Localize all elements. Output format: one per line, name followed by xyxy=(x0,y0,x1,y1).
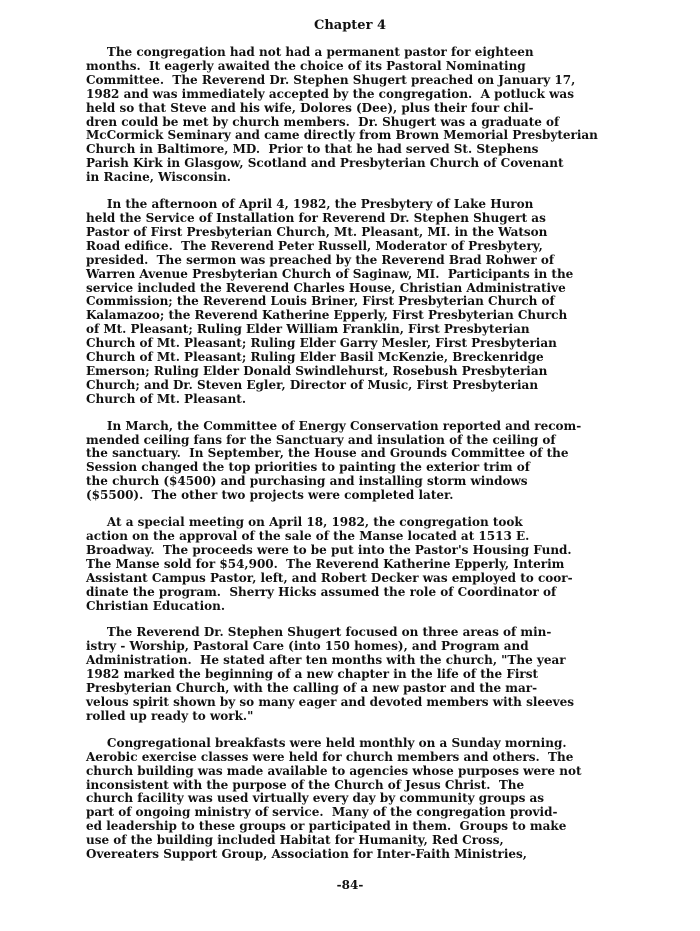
text-line: Church of Mt. Pleasant; Ruling Elder Garry Mesler, First Presbyterian xyxy=(86,336,557,351)
text-line: velous spirit shown by so many eager and devoted members with sleeves xyxy=(86,694,575,709)
document-body xyxy=(86,46,636,875)
text-line: held so that Steve and his wife, Dolores (Dee), plus their four chil- xyxy=(86,100,534,115)
text-line: At a special meeting on April 18, 1982, the congregation took xyxy=(86,515,523,530)
text-line: The Manse sold for $54,900. The Reverend Katherine Epperly, Interim xyxy=(86,556,565,571)
text-line: use of the building included Habitat for Humanity, Red Cross, xyxy=(86,833,504,848)
text-line: Committee. The Reverend Dr. Stephen Shugert preached on January 17, xyxy=(86,72,576,87)
text-line: Administration. He stated after ten months with the church, "The year xyxy=(86,653,566,668)
text-line: Commission; the Reverend Louis Briner, First Presbyterian Church of xyxy=(86,294,555,309)
text-line: Christian Education. xyxy=(86,598,226,613)
text-line: the church ($4500) and purchasing and installing storm windows xyxy=(86,474,528,489)
text-line: The Reverend Dr. Stephen Shugert focused on three areas of min- xyxy=(86,625,552,640)
text-line: months. It eagerly awaited the choice of its Pastoral Nominating xyxy=(86,58,526,73)
paragraph xyxy=(86,626,636,723)
text-line: In March, the Committee of Energy Conservation reported and recom- xyxy=(86,418,582,433)
text-line: service included the Reverend Charles House, Christian Administrative xyxy=(86,280,566,295)
paragraph xyxy=(86,420,636,503)
text-line: church building was made available to agencies whose purposes were not xyxy=(86,763,582,778)
text-line: Church in Baltimore, MD. Prior to that he had served St. Stephens xyxy=(86,142,539,157)
text-line: Broadway. The proceeds were to be put into the Pastor's Housing Fund. xyxy=(86,542,572,557)
text-line: Session changed the top priorities to painting the exterior trim of xyxy=(86,460,530,475)
text-line: Congregational breakfasts were held monthly on a Sunday morning. xyxy=(86,735,567,750)
text-line: Emerson; Ruling Elder Donald Swindlehurst, Rosebush Presbyterian xyxy=(86,363,548,378)
text-line: 1982 marked the beginning of a new chapter in the life of the First xyxy=(86,667,539,682)
paragraph xyxy=(86,516,636,613)
text-line: Church of Mt. Pleasant; Ruling Elder Basil McKenzie, Breckenridge xyxy=(86,350,544,365)
text-line: Aerobic exercise classes were held for church members and others. The xyxy=(86,749,574,764)
text-line: 1982 and was immediately accepted by the congregation. A potluck was xyxy=(86,86,574,101)
text-line: Overeaters Support Group, Association for Inter-Faith Ministries, xyxy=(86,847,527,862)
text-line: Warren Avenue Presbyterian Church of Saginaw, MI. Participants in the xyxy=(86,266,574,281)
chapter-title: Chapter 4 xyxy=(313,18,386,33)
paragraph xyxy=(86,46,636,185)
text-line: church facility was used virtually every day by community groups as xyxy=(86,791,545,806)
text-line: part of ongoing ministry of service. Many of the congregation provid- xyxy=(86,805,558,820)
text-line: action on the approval of the sale of the Manse located at 1513 E. xyxy=(86,529,530,543)
text-line: Presbyterian Church, with the calling of a new pastor and the mar- xyxy=(86,681,538,696)
text-line: Parish Kirk in Glasgow, Scotland and Presbyterian Church of Covenant xyxy=(86,156,564,171)
text-line: istry - Worship, Pastoral Care (into 150 homes), and Program and xyxy=(86,639,529,654)
text-line: the sanctuary. In September, the House and Grounds Committee of the xyxy=(86,446,569,461)
text-line: Church; and Dr. Steven Egler, Director of Music, First Presbyterian xyxy=(86,377,539,392)
text-line: McCormick Seminary and came directly from Brown Memorial Presbyterian xyxy=(86,128,598,143)
paragraph xyxy=(86,198,636,407)
paragraph xyxy=(86,737,636,862)
text-line: Road edifice. The Reverend Peter Russell, Moderator of Presbytery, xyxy=(86,238,543,253)
text-line: rolled up ready to work." xyxy=(86,708,254,723)
text-line: ($5500). The other two projects were completed later. xyxy=(86,488,454,503)
text-line: In the afternoon of April 4, 1982, the Presbytery of Lake Huron xyxy=(86,197,534,212)
text-line: dren could be met by church members. Dr. Shugert was a graduate of xyxy=(86,114,560,129)
text-line: Church of Mt. Pleasant. xyxy=(86,391,247,406)
text-line: mended ceiling fans for the Sanctuary and insulation of the ceiling of xyxy=(86,432,556,447)
text-line: Assistant Campus Pastor, left, and Robert Decker was employed to coor- xyxy=(86,570,573,585)
text-line: of Mt. Pleasant; Ruling Elder William Franklin, First Presbyterian xyxy=(86,322,530,337)
text-line: presided. The sermon was preached by the Reverend Brad Rohwer of xyxy=(86,252,555,267)
text-line: ed leadership to these groups or participated in them. Groups to make xyxy=(86,819,567,834)
text-line: dinate the program. Sherry Hicks assumed the role of Coordinator of xyxy=(86,584,557,599)
page-number: -84- xyxy=(336,878,364,892)
text-line: in Racine, Wisconsin. xyxy=(86,170,231,185)
text-line: The congregation had not had a permanent pastor for eighteen xyxy=(86,45,534,59)
text-line: held the Service of Installation for Reverend Dr. Stephen Shugert as xyxy=(86,210,546,225)
text-line: inconsistent with the purpose of the Church of Jesus Christ. The xyxy=(86,777,525,792)
text-line: Kalamazoo; the Reverend Katherine Epperly, First Presbyterian Church xyxy=(86,308,568,323)
text-line: Pastor of First Presbyterian Church, Mt. Pleasant, MI. in the Watson xyxy=(86,224,548,239)
